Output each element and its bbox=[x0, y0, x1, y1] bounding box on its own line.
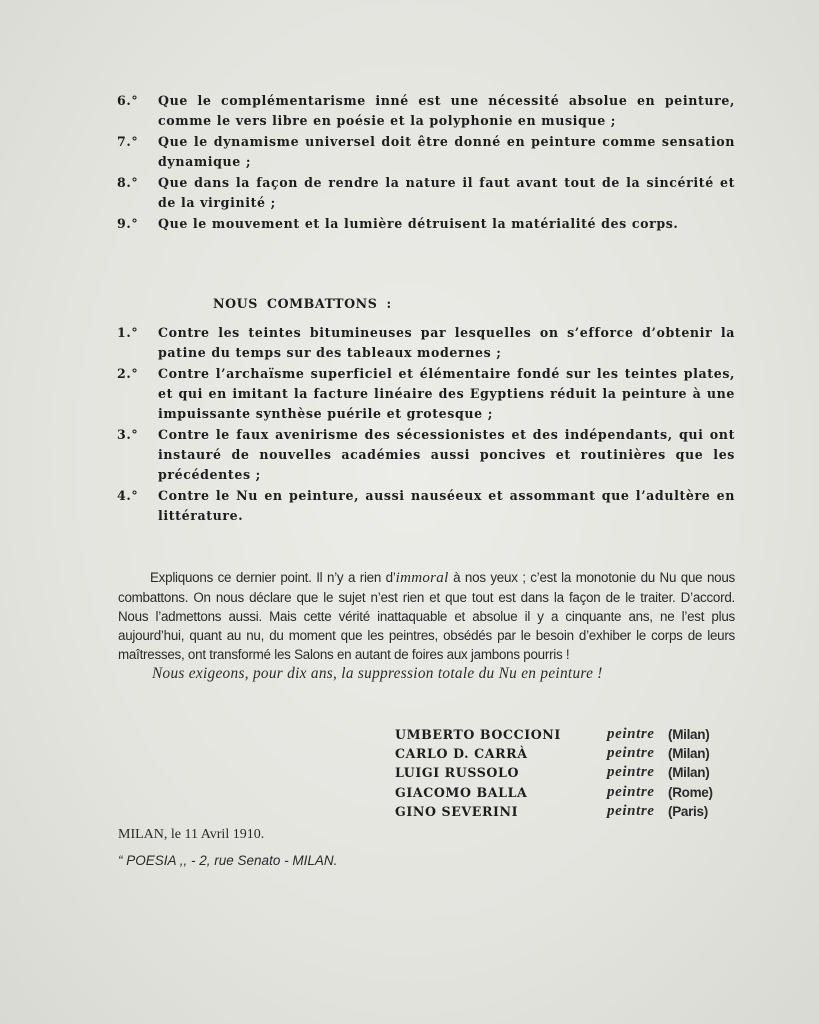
signatory-city: (Milan) bbox=[668, 746, 710, 762]
item-number: 8.° bbox=[117, 175, 139, 190]
paragraph-text: à nos yeux ; c’est la monotonie du Nu que nous combattons. On nous déclare que le sujet n’est rien et que tout est dans la façon de le traiter. D’accord. Nous l’admettons aussi. Mais cette vérité inattaquable et absolue il y a cinquante ans, ne l’est plus aujourd’hui, quant au nu, du moment que les peintres, obsédés par le besoin d’exhiber le corps de leurs maîtresses, ont transformé les Salons en autant de foires aux jambons pourris ! bbox=[118, 570, 735, 662]
list-item bbox=[117, 364, 735, 424]
date-line: MILAN, le 11 Avril 1910. bbox=[118, 827, 265, 842]
item-number: 6.° bbox=[117, 93, 139, 108]
item-number: 7.° bbox=[117, 134, 139, 149]
paragraph-text: Expliquons ce dernier point. Il n’y a rien d’ bbox=[150, 570, 396, 585]
item-number: 1.° bbox=[117, 325, 139, 340]
principles-list bbox=[117, 91, 735, 235]
list-item bbox=[117, 425, 735, 485]
signatory-role: peintre bbox=[607, 726, 655, 742]
item-text: Contre le faux avenirisme des sécessionistes et des indépendants, qui ont instauré de nouvelles académies aussi poncives et routinières que les précédentes ; bbox=[158, 427, 735, 482]
signatory bbox=[395, 783, 735, 802]
list-item bbox=[117, 91, 735, 131]
combat-list bbox=[117, 323, 735, 527]
item-text: Que le dynamisme universel doit être donné en peinture comme sensation dynamique ; bbox=[158, 134, 735, 169]
item-number: 9.° bbox=[117, 216, 139, 231]
list-item bbox=[117, 173, 735, 213]
list-item bbox=[117, 214, 735, 234]
signatory-role: peintre bbox=[607, 764, 655, 781]
list-item bbox=[117, 132, 735, 172]
item-number: 3.° bbox=[117, 427, 139, 442]
signatory-city: (Rome) bbox=[668, 784, 713, 800]
item-text: Contre l’archaïsme superficiel et élémentaire fondé sur les teintes plates, et qui en imitant la facture linéaire des Egyptiens réduit la peinture à une impuissante synthèse puérile et grotesque ; bbox=[158, 366, 735, 421]
signatory-role: peintre bbox=[607, 745, 655, 762]
paragraph-italic: immoral bbox=[395, 570, 449, 586]
signatory-city: (Milan) bbox=[668, 765, 710, 781]
item-number: 2.° bbox=[117, 366, 139, 381]
item-text: Que le complémentarisme inné est une nécessité absolue en peinture, comme le vers libre en poésie et la polyphonie en musique ; bbox=[158, 93, 735, 128]
signatory bbox=[395, 744, 735, 763]
signatory-city: (Milan) bbox=[668, 727, 710, 742]
signatory-role: peintre bbox=[607, 783, 655, 800]
signatory-name: CARLO D. CARRÀ bbox=[395, 746, 528, 762]
item-text: Que dans la façon de rendre la nature il faut avant tout de la sincérité et de la virginité ; bbox=[158, 175, 735, 210]
signatory-name: UMBERTO BOCCIONI bbox=[395, 727, 561, 742]
item-text: Contre le Nu en peinture, aussi nauséeux et assommant que l’adultère en littérature. bbox=[158, 488, 735, 523]
list-item bbox=[117, 323, 735, 363]
signatory-city: (Paris) bbox=[668, 803, 708, 819]
signatory bbox=[395, 802, 735, 821]
signatory-name: LUIGI RUSSOLO bbox=[395, 765, 520, 781]
signatory-name: GIACOMO BALLA bbox=[395, 784, 528, 800]
signatory bbox=[395, 725, 735, 744]
list-item bbox=[117, 486, 735, 526]
item-text: Contre les teintes bitumineuses par lesquelles on s’efforce d’obtenir la patine du temps sur des tableaux modernes ; bbox=[158, 325, 735, 360]
item-text: Que le mouvement et la lumière détruisent la matérialité des corps. bbox=[158, 216, 679, 231]
section-heading: NOUS COMBATTONS : bbox=[213, 296, 392, 311]
explanation-paragraph bbox=[118, 568, 735, 683]
signatories bbox=[395, 725, 735, 821]
signatory-role: peintre bbox=[607, 802, 655, 819]
address-line: “ POESIA ,, - 2, rue Senato - MILAN. bbox=[118, 853, 338, 868]
signatory bbox=[395, 763, 735, 782]
signatory-name: GINO SEVERINI bbox=[395, 803, 519, 819]
item-number: 4.° bbox=[117, 488, 139, 503]
demand-statement: Nous exigeons, pour dix ans, la suppression totale du Nu en peinture ! bbox=[152, 665, 603, 682]
